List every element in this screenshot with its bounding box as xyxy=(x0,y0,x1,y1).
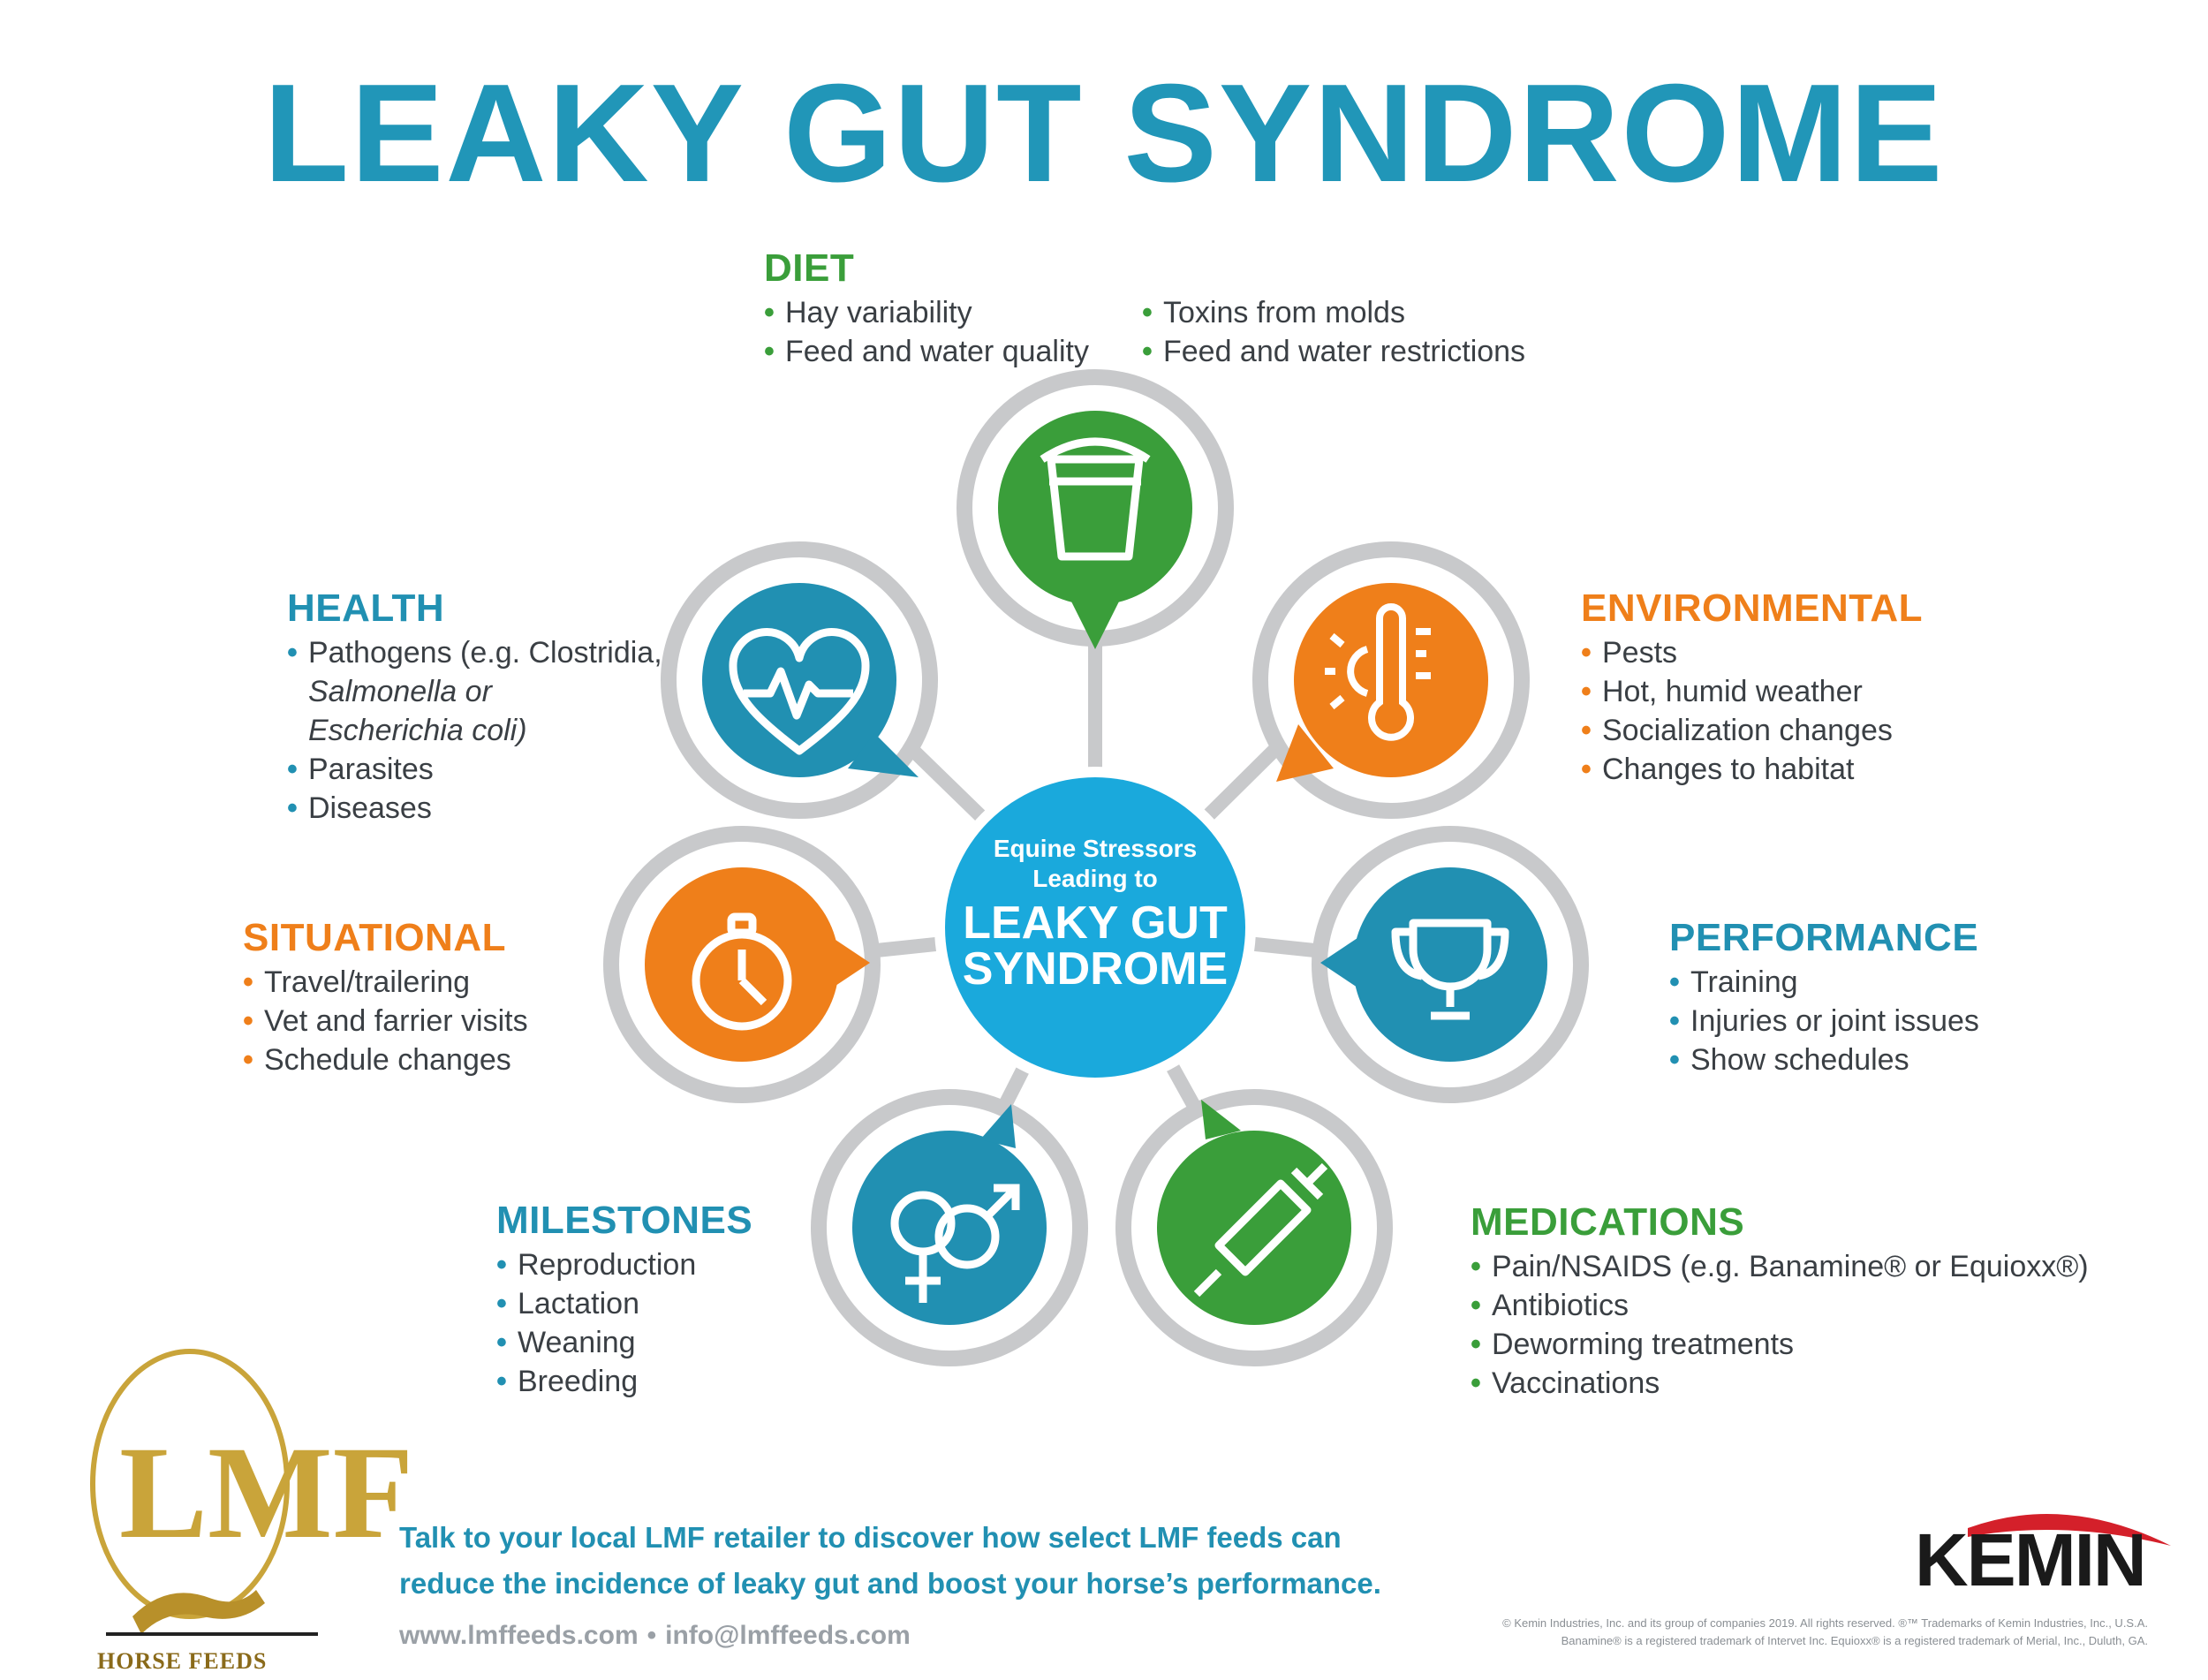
list-item: • Injuries or joint issues xyxy=(1669,1004,1979,1038)
list-item: Salmonella or xyxy=(308,675,492,708)
list-item: • Lactation xyxy=(496,1287,639,1321)
situational-node xyxy=(611,834,873,1095)
milestones-list xyxy=(496,1245,752,1401)
situational-list xyxy=(243,963,528,1079)
medications-heading: MEDICATIONS xyxy=(1471,1200,1745,1244)
list-item: • Feed and water quality xyxy=(764,335,1089,368)
milestones-node xyxy=(819,1097,1080,1358)
center-hub xyxy=(934,767,1256,1088)
list-item: • Travel/trailering xyxy=(243,965,471,999)
health-block xyxy=(287,586,662,828)
diet-list-col2 xyxy=(1142,293,1525,371)
contact-separator: • xyxy=(647,1621,657,1650)
health-heading: HEALTH xyxy=(287,586,445,630)
center-line-3: LEAKY GUT xyxy=(963,897,1228,949)
performance-list xyxy=(1669,963,1979,1079)
list-item: • Socialization changes xyxy=(1581,714,1893,747)
list-item: • Pathogens (e.g. Clostridia, xyxy=(287,636,662,670)
center-line-1: Equine Stressors xyxy=(993,835,1198,862)
environmental-block xyxy=(1581,586,1924,789)
list-item: • Show schedules xyxy=(1669,1043,1909,1077)
list-item: • Feed and water restrictions xyxy=(1141,335,1526,368)
health-node xyxy=(669,549,930,811)
list-item: • Changes to habitat xyxy=(1581,753,1855,786)
medications-list xyxy=(1471,1247,2089,1403)
legal-line-2: Banamine® is a registered trademark of Intervet Inc. Equioxx® is a registered trademark of Merial, Inc., Duluth, GA. xyxy=(1561,1634,2148,1647)
milestones-block xyxy=(496,1201,752,1401)
list-item: • Breeding xyxy=(496,1365,639,1398)
cta-line-2: reduce the incidence of leaky gut and boost your horse’s performance. xyxy=(399,1567,1381,1600)
kemin-logo: KEMIN xyxy=(1915,1518,2145,1601)
lmf-subtitle: HORSE FEEDS xyxy=(97,1648,268,1674)
page-title: LEAKY GUT SYNDROME xyxy=(263,56,1945,211)
list-item: • Deworming treatments xyxy=(1471,1328,1795,1361)
list-item: • Training xyxy=(1669,965,1798,999)
contact-info xyxy=(399,1621,919,1651)
list-item: • Hot, humid weather xyxy=(1581,675,1863,708)
environmental-list xyxy=(1581,633,1923,789)
legal-notice xyxy=(1388,1615,2148,1650)
diet-heading: DIET xyxy=(764,246,855,290)
performance-node xyxy=(1320,834,1581,1095)
list-item: • Toxins from molds xyxy=(1141,296,1405,329)
list-item: • Diseases xyxy=(287,791,432,825)
diet-node xyxy=(964,377,1226,649)
list-item: • Weaning xyxy=(496,1326,636,1359)
list-item: Escherichia coli) xyxy=(308,714,527,747)
lmf-logo xyxy=(79,1351,414,1678)
environmental-node xyxy=(1260,549,1522,811)
list-item: • Vaccinations xyxy=(1471,1366,1660,1400)
diet-block xyxy=(764,246,1526,371)
cta-line-1: Talk to your local LMF retailer to discover how select LMF feeds can xyxy=(399,1521,1342,1554)
list-item: • Pests xyxy=(1581,636,1678,670)
diet-list-col1 xyxy=(764,293,1089,371)
list-item: • Reproduction xyxy=(496,1248,697,1282)
center-line-4: SYNDROME xyxy=(962,943,1229,995)
call-to-action xyxy=(399,1515,1381,1607)
performance-block xyxy=(1669,916,1979,1079)
email-link[interactable]: info@lmffeeds.com xyxy=(665,1621,911,1650)
milestones-heading: MILESTONES xyxy=(496,1199,753,1242)
list-item: • Pain/NSAIDS (e.g. Banamine® or Equioxx®) xyxy=(1471,1250,2089,1283)
list-item: • Vet and farrier visits xyxy=(243,1004,528,1038)
list-item: • Antibiotics xyxy=(1471,1289,1629,1322)
medications-block xyxy=(1471,1200,2089,1403)
legal-line-1: © Kemin Industries, Inc. and its group of companies 2019. All rights reserved. ®™ Trademarks of Kemin Industries, Inc., U.S.A. xyxy=(1502,1616,2148,1630)
environmental-heading: ENVIRONMENTAL xyxy=(1581,586,1924,630)
list-item: • Schedule changes xyxy=(243,1043,511,1077)
list-item: • Parasites xyxy=(287,753,434,786)
website-link[interactable]: www.lmffeeds.com xyxy=(399,1621,639,1650)
situational-block xyxy=(243,916,528,1079)
performance-heading: PERFORMANCE xyxy=(1669,916,1979,959)
lmf-mark: LMF xyxy=(119,1419,414,1566)
list-item: • Hay variability xyxy=(764,296,972,329)
center-line-2: Leading to xyxy=(1032,865,1158,892)
situational-heading: SITUATIONAL xyxy=(243,916,506,959)
medications-node xyxy=(1123,1097,1385,1358)
health-list xyxy=(287,633,662,828)
